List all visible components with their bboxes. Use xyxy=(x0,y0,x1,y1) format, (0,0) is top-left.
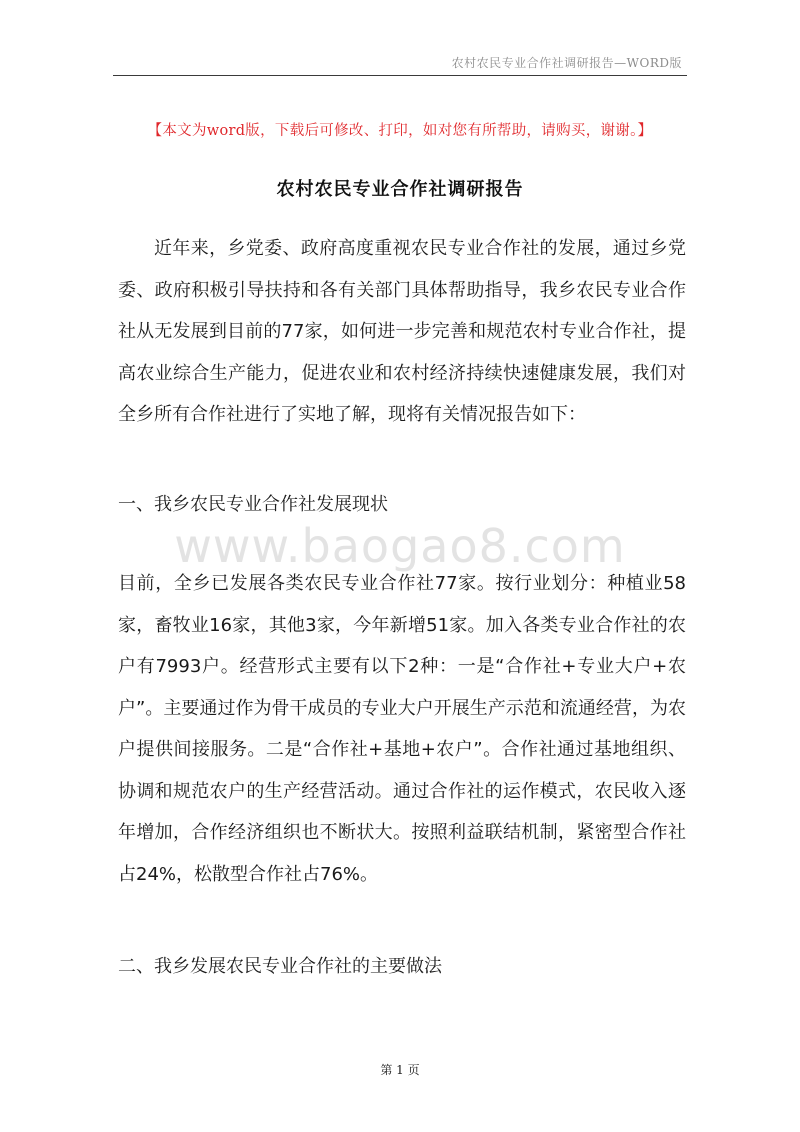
intro-paragraph: 近年来，乡党委、政府高度重视农民专业合作社的发展，通过乡党委、政府积极引导扶持和各有关部门具体帮助指导，我乡农民专业合作社从无发展到目前的77家，如何进一步完善和规范农村专业合作社，提高农业综合生产能力，促进农业和农村经济持续快速健康发展，我们对全乡所有合作社进行了实地了解，现将有关情况报告如下： xyxy=(118,238,686,425)
section-heading-2: 二、我乡发展农民专业合作社的主要做法 xyxy=(118,956,442,977)
page-number: 第 1 页 xyxy=(380,1063,420,1077)
running-header: 农村农民专业合作社调研报告—WORD版 xyxy=(451,56,682,70)
watermark: www.baogao8.com xyxy=(174,519,626,573)
section-heading-1: 一、我乡农民专业合作社发展现状 xyxy=(118,494,388,515)
document-title: 农村农民专业合作社调研报告 xyxy=(276,179,524,200)
download-notice: 【本文为word版，下载后可修改、打印，如对您有所帮助，请购买，谢谢。】 xyxy=(147,123,653,139)
section-1-paragraph: 目前，全乡已发展各类农民专业合作社77家。按行业划分：种植业58家，畜牧业16家，其他3家，今年新增51家。加入各类专业合作社的农户有7993户。经营形式主要有以下2种：一是“合作社+专业大户+农户”。主要通过作为骨干成员的专业大户开展生产示范和流通经营，为农户提供间接服务。二是“合作社+基地+农户”。合作社通过基地组织、协调和规范农户的生产经营活动。通过合作社的运作模式，农民收入逐年增加，合作经济组织也不断状大。按照利益联结机制，紧密型合作社占24%，松散型合作社占76%。 xyxy=(118,573,686,885)
header-divider xyxy=(113,75,687,76)
